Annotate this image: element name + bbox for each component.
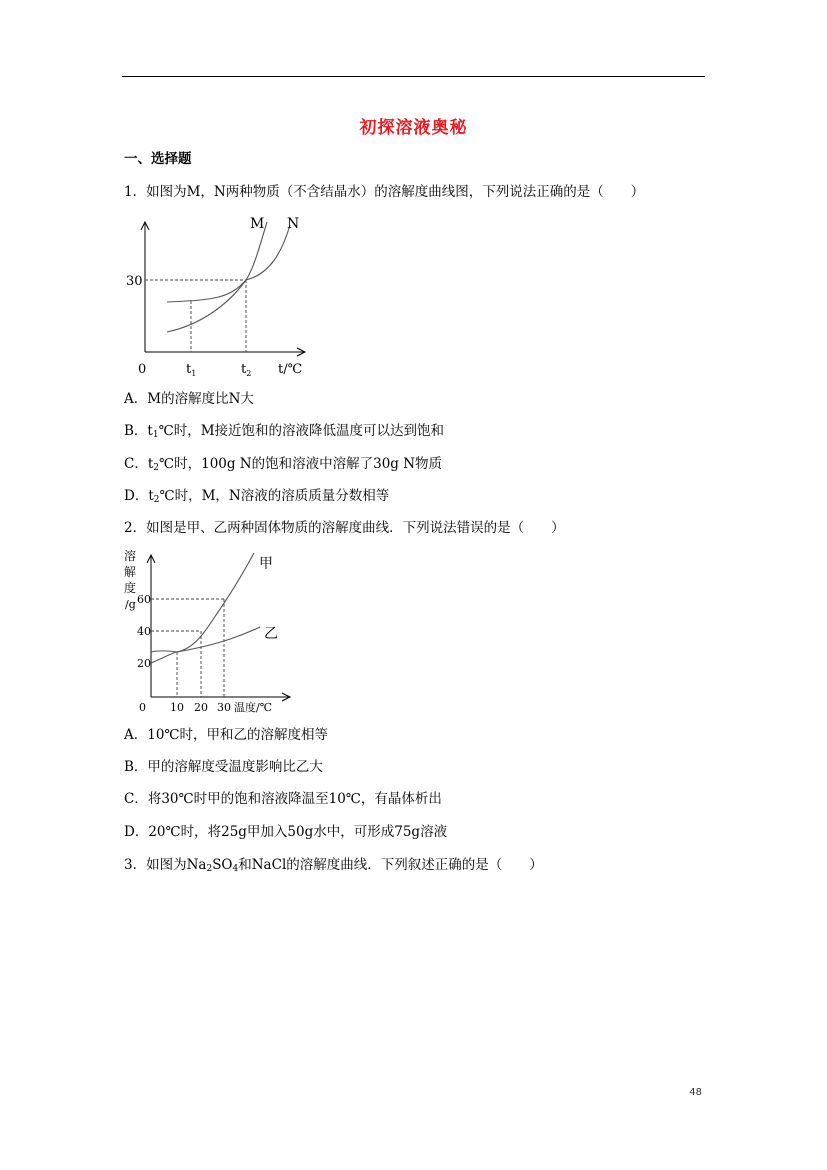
fig2-label-jia: 甲 [259, 556, 273, 572]
fig2-x-tick-10: 10 [170, 701, 184, 714]
fig1-x-tick-t2: $t_2$ [241, 362, 252, 378]
fig2-curve-yi [151, 627, 260, 663]
fig1-x-axis-label: t/℃ [278, 362, 303, 377]
q2-option-b: B．甲的溶解度受温度影响比乙大 [124, 759, 323, 775]
fig1-label-n: N [287, 216, 300, 232]
question-2-stem: 2．如图是甲、乙两种固体物质的溶解度曲线．下列说法错误的是（ ） [124, 520, 565, 536]
fig2-y-label-3: 度 [124, 581, 137, 595]
q1-option-a: A．M的溶解度比N大 [124, 391, 254, 407]
section-heading: 一、选择题 [124, 151, 192, 167]
header-rule [122, 76, 705, 77]
q1-option-b: B．$t_1℃$时，M接近饱和的溶液降低温度可以达到饱和 [124, 423, 445, 440]
fig1-label-m: M [250, 216, 265, 232]
q2-option-d: D．20℃时，将25g甲加入50g水中，可形成75g溶液 [124, 824, 448, 840]
fig2-y-tick-60: 60 [137, 593, 151, 606]
fig1-origin: 0 [138, 362, 147, 377]
fig2-origin: 0 [139, 701, 146, 714]
question-1-stem: 1．如图为M，N两种物质（不含结晶水）的溶解度曲线图，下列说法正确的是（ ） [124, 184, 645, 200]
figure-2-solubility-graph [120, 545, 305, 717]
q1-option-d: D．$t_2℃$时，M，N溶液的溶质质量分数相等 [124, 488, 390, 505]
fig1-curve-n [167, 225, 290, 332]
fig2-y-label-1: 溶 [124, 549, 137, 563]
page-title: 初探溶液奥秘 [359, 118, 468, 138]
fig2-x-tick-30: 30 [217, 701, 231, 714]
fig2-y-tick-40: 40 [137, 625, 151, 638]
fig2-x-axis-label: 温度/℃ [234, 701, 273, 714]
fig2-label-yi: 乙 [264, 626, 278, 642]
fig2-curve-jia [151, 553, 254, 652]
fig1-curve-m [167, 222, 267, 302]
q2-option-c: C．将30℃时甲的饱和溶液降温至10℃，有晶体析出 [124, 791, 442, 807]
fig2-y-label-4: /g [125, 598, 136, 611]
fig1-x-tick-t1: $t_1$ [186, 362, 197, 378]
fig2-x-tick-20: 20 [194, 701, 208, 714]
page-number: 48 [689, 1087, 702, 1098]
figure-1-solubility-graph [120, 210, 320, 380]
question-3-stem: 3．如图为$Na_2SO_4$和NaCl的溶解度曲线．下列叙述正确的是（ ） [124, 857, 543, 874]
fig1-y-tick-30: 30 [126, 274, 143, 289]
fig2-y-label-2: 解 [124, 565, 137, 579]
fig2-y-tick-20: 20 [137, 657, 151, 670]
q2-option-a: A．10℃时，甲和乙的溶解度相等 [124, 727, 329, 743]
q1-option-c: C．$t_2℃$时，100g N的饱和溶液中溶解了30g N物质 [124, 456, 443, 473]
